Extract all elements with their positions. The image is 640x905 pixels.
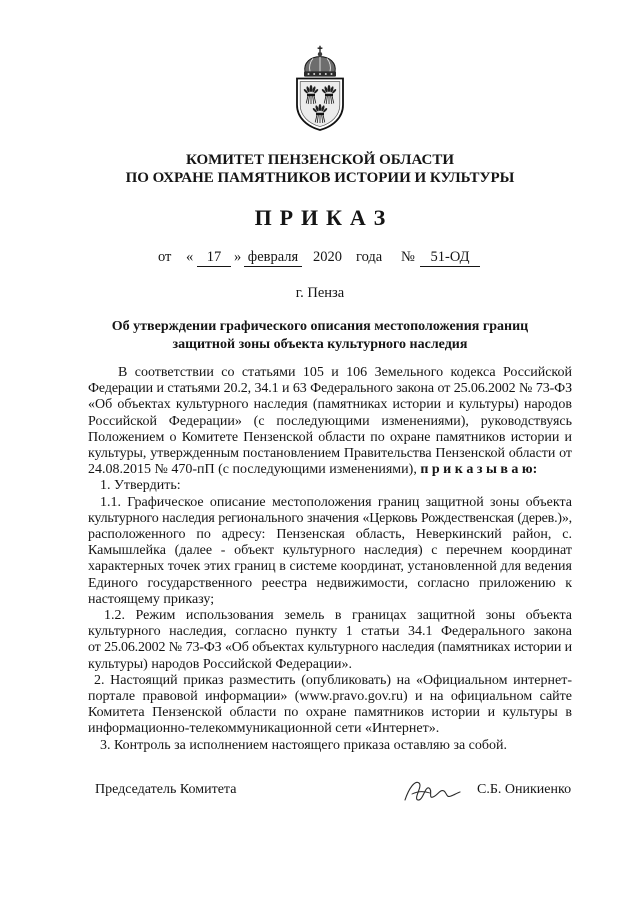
body-line: портале правовой информации» (www.pravo.gov.ru) и на официальном сайте	[88, 689, 572, 705]
paragraph-item-1-1	[88, 495, 572, 608]
organization-name-line-2: ПО ОХРАНЕ ПАМЯТНИКОВ ИСТОРИИ И КУЛЬТУРЫ	[125, 170, 515, 186]
paragraph-item-1	[88, 478, 572, 494]
date-month: февраля	[244, 249, 302, 267]
body-line: культурного наследия, согласно пункту 1 статьи 34.1 Федерального закона	[88, 624, 572, 640]
body-line: 3. Контроль за исполнением настоящего приказа оставляю за собой.	[100, 737, 508, 753]
body-line: Комитета Пензенской области по охране памятников истории и культуры в	[88, 705, 572, 721]
body-line: настоящему приказу;	[88, 591, 215, 607]
crown	[304, 46, 336, 77]
date-day: 17	[197, 249, 231, 267]
handwritten-signature-icon	[402, 774, 462, 808]
body-line: 1. Утвердить:	[100, 478, 181, 494]
body-line: Камышлейка (далее - объект культурного наследия) с перечнем координат	[88, 543, 572, 559]
number-sign: №	[401, 249, 415, 265]
place-of-issue: г. Пенза	[295, 285, 345, 301]
paragraph-item-2	[88, 673, 572, 738]
paragraph-item-3	[88, 738, 572, 754]
paragraph-item-1-2	[88, 608, 572, 673]
order-keyword: п р и к а з ы в а ю:	[420, 462, 538, 478]
organization-name-line-1: КОМИТЕТ ПЕНЗЕНСКОЙ ОБЛАСТИ	[185, 152, 455, 168]
body-line: Российской Федерации» (с последующими изменениями), руководствуясь	[88, 413, 572, 429]
body-line: культуры, утвержденным постановлением Правительства Пензенской области от	[88, 446, 572, 462]
document-type-title: П Р И К А З	[254, 205, 387, 230]
body-line: расположенного по адресу: Пензенская область, Неверкинский район, с.	[88, 527, 572, 543]
date-quote-close: »	[234, 249, 242, 265]
body-line: Положением о Комитете Пензенской области по охране памятников истории и	[88, 429, 572, 445]
body-line: культуры) народов Российской Федерации».	[88, 656, 352, 672]
date-prefix: от	[158, 249, 172, 265]
date-year-word: года	[356, 249, 383, 265]
body-line: 1.1. Графическое описание местоположения границ защитной зоны объекта	[100, 494, 572, 510]
paragraph-preamble	[88, 365, 572, 478]
body-line: «Об объектах культурного наследия (памятниках истории и культуры) народов	[88, 397, 572, 413]
body-line	[88, 462, 572, 478]
subject-heading-line-1: Об утверждении графического описания местоположения границ	[111, 319, 529, 334]
body-line: характерных точек этих границ в системе координат, установленной для ведения	[88, 559, 572, 575]
body-line: от 25.06.2002 № 73-ФЗ «Об объектах культурного наследия (памятниках истории и	[88, 640, 572, 656]
coat-of-arms-icon	[294, 45, 346, 131]
order-number: 51-ОД	[420, 249, 480, 267]
body-line-text: 24.08.2015 № 470-пП (с последующими изменениями),	[88, 462, 417, 478]
date-quote-open: «	[186, 249, 194, 265]
body-line: информационно-телекоммуникационной сети «Интернет».	[88, 721, 440, 737]
subject-heading-line-2: защитной зоны объекта культурного наследия	[172, 337, 468, 352]
signatory-name: С.Б. Оникиенко	[477, 782, 572, 797]
body-line: 1.2. Режим использования земель в границах защитной зоны объекта	[104, 608, 572, 624]
order-body	[88, 365, 572, 754]
body-line: Федерации и статьями 20.2, 34.1 и 63 Федерального закона от 25.06.2002 № 73-ФЗ	[88, 381, 572, 397]
body-line: Единого государственного реестра недвижимости, согласно приложению к	[88, 575, 572, 591]
body-line: культурного наследия регионального значения «Церковь Рождественская (дерев.)»,	[88, 510, 572, 526]
body-line: 2. Настоящий приказ разместить (опубликовать) на «Официальном интернет-	[94, 672, 572, 688]
body-line: В соответствии со статьями 105 и 106 Земельного кодекса Российской	[118, 365, 572, 380]
date-year: 2020	[313, 249, 342, 265]
date-number-line	[0, 249, 640, 269]
signatory-position: Председатель Комитета	[95, 782, 237, 797]
